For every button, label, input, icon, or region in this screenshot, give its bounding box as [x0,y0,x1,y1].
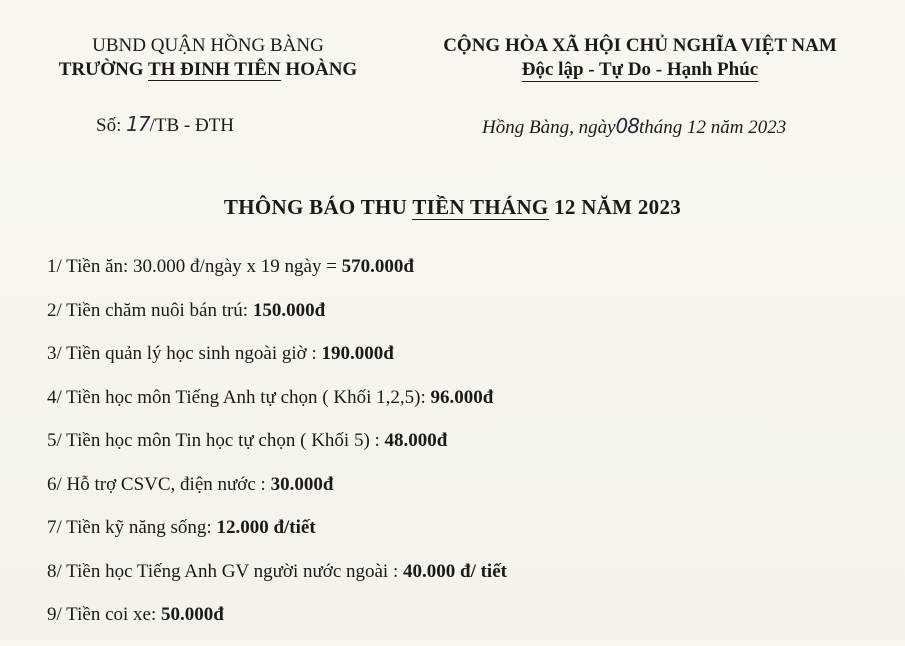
fee-amount: 150.000đ [252,299,326,321]
school-name-part1: TRƯỜNG [58,59,148,80]
fee-amount: 50.000đ [161,604,224,625]
fee-label: 8/ Tiền học Tiếng Anh GV người nước ngoài : [47,560,403,582]
school-name-part2: TH ĐINH TIÊN [147,59,281,80]
fee-label: 6/ Hỗ trợ CSVC, điện nước : [47,473,271,495]
district-committee-name: UBND QUẬN HỒNG BÀNG [92,35,324,56]
document-title [0,195,905,220]
title-part2: TIỀN THÁNG [412,195,549,219]
document-number [96,112,234,137]
fee-item [47,385,887,429]
fee-item [47,428,887,472]
date-day-handwritten: 08 [615,114,639,138]
fee-amount: 190.000đ [321,343,394,364]
fee-label: 3/ Tiền quản lý học sinh ngoài giờ : [47,343,322,364]
fee-amount: 30.000đ [270,473,334,495]
date-suffix: tháng 12 năm 2023 [638,117,787,138]
school-name-part3: HOÀNG [280,59,358,80]
fee-label: 7/ Tiền kỹ năng sống: [47,517,217,538]
fee-label: 1/ Tiền ăn: 30.000 đ/ngày x 19 ngày = [47,256,342,277]
title-part1: THÔNG BÁO THU [223,195,413,219]
issuing-organization [28,34,388,82]
fee-amount: 12.000 đ/tiết [216,517,316,538]
national-motto: Độc lập - Tự Do - Hạnh Phúc [521,59,759,80]
national-header [390,34,890,82]
fee-item [47,559,887,603]
fee-amount: 40.000 đ/ tiết [403,560,507,582]
fee-item [47,254,887,298]
doc-number-suffix: /TB - ĐTH [149,115,234,136]
fee-item [47,515,887,559]
date-prefix: Hồng Bàng, ngày [482,117,616,138]
fee-item [47,341,887,385]
fee-label: 5/ Tiền học môn Tin học tự chọn ( Khối 5) : [47,430,385,451]
fee-label: 9/ Tiền coi xe: [47,604,162,625]
doc-number-prefix: Số: [96,115,127,136]
fee-label: 4/ Tiền học môn Tiếng Anh tự chọn ( Khối 1,2,5): [47,386,431,408]
fee-label: 2/ Tiền chăm nuôi bán trú: [47,299,253,321]
fee-list [47,254,887,646]
doc-number-handwritten: 17 [126,112,150,136]
fee-item [47,298,887,342]
fee-amount: 96.000đ [430,386,494,408]
date-line [482,114,786,139]
fee-item [47,602,887,646]
fee-amount: 570.000đ [341,256,414,277]
nation-name: CỘNG HÒA XÃ HỘI CHỦ NGHĨA VIỆT NAM [443,35,837,56]
fee-amount: 48.000đ [384,430,448,451]
title-part3: 12 NĂM 2023 [548,195,682,219]
school-name [28,58,388,82]
fee-item [47,472,887,516]
